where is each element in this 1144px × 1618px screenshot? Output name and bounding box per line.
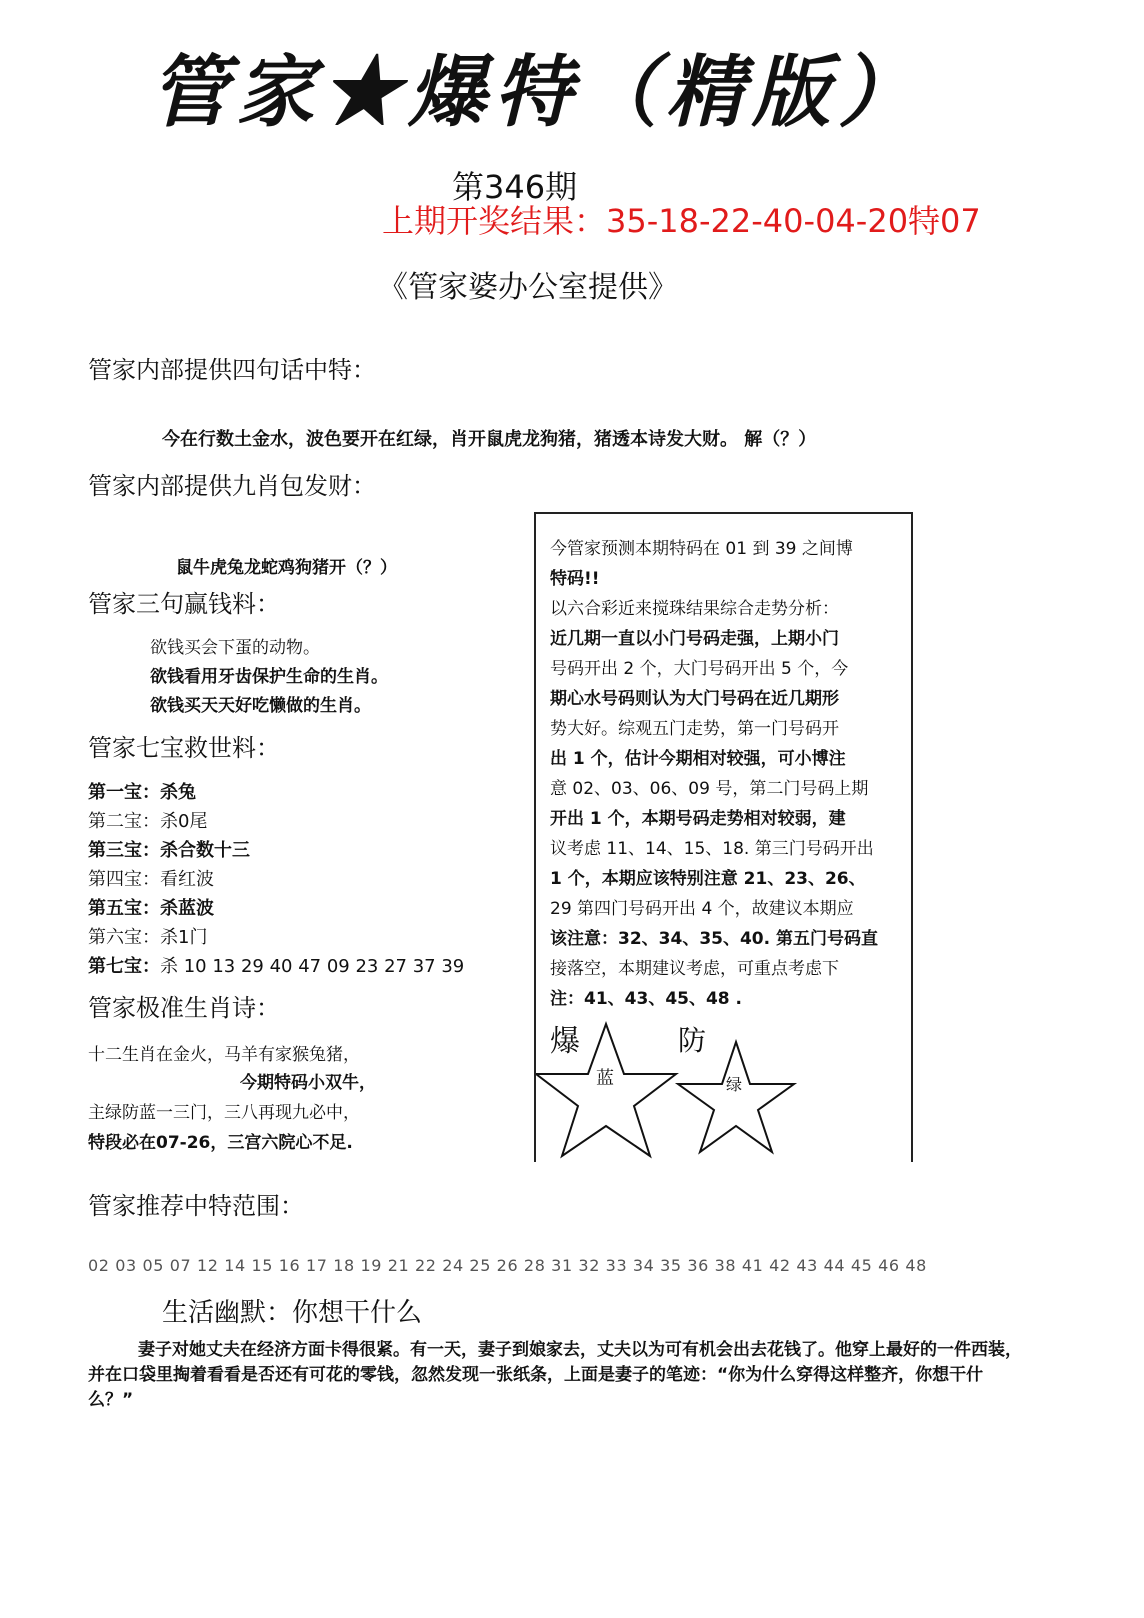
poem-line-4: 特段必在07-26，三宫六院心不足. <box>88 1133 353 1153</box>
star-1-top-label: 爆 <box>550 1024 580 1059</box>
analysis-box <box>534 512 913 1162</box>
four-lines-text: 今在行数土金水，波色要开在红绿，肖开鼠虎龙狗猪，猪透本诗发大财。 解（？） <box>162 429 817 450</box>
star-2-top-label: 防 <box>678 1024 707 1057</box>
analysis-line-16: 注：41、43、45、48 . <box>550 989 743 1009</box>
range-heading: 管家推荐中特范围： <box>88 1192 304 1220</box>
treasure-1: 第一宝：杀兔 <box>88 782 196 803</box>
provider-line: 《管家婆办公室提供》 <box>378 270 678 305</box>
seven-treasures-heading: 管家七宝救世料： <box>88 734 280 762</box>
humor-title: 生活幽默：你想干什么 <box>162 1298 423 1328</box>
treasure-7: 第七宝：杀 10 13 29 40 47 09 23 27 37 39 <box>88 956 465 977</box>
star-1-center-label: 蓝 <box>596 1068 614 1089</box>
four-lines-heading: 管家内部提供四句话中特： <box>88 356 376 384</box>
analysis-line-7: 势大好。综观五门走势，第一门号码开 <box>550 719 839 739</box>
poem-line-3: 主绿防蓝一三门，三八再现九必中， <box>88 1103 360 1123</box>
page-title: 管家★爆特（精版） <box>150 47 925 138</box>
poem-line-2: 今期特码小双牛， <box>240 1073 376 1093</box>
analysis-line-11: 议考虑 11、14、15、18. 第三门号码开出 <box>550 839 874 859</box>
stars-graphic <box>536 1012 911 1162</box>
analysis-line-10: 开出 1 个，本期号码走势相对较弱，建 <box>550 809 846 829</box>
treasure-4: 第四宝：看红波 <box>88 869 214 890</box>
analysis-line-14: 该注意：32、34、35、40. 第五门号码直 <box>550 929 879 949</box>
analysis-line-15: 接落空，本期建议考虑，可重点考虑下 <box>550 959 839 979</box>
treasure-6: 第六宝：杀1门 <box>88 927 208 948</box>
treasure-5: 第五宝：杀蓝波 <box>88 898 214 919</box>
three-lines-line-2: 欲钱看用牙齿保护生命的生肖。 <box>150 667 388 687</box>
three-lines-line-3: 欲钱买天天好吃懒做的生肖。 <box>150 696 371 716</box>
analysis-line-2: 特码!! <box>550 569 600 589</box>
treasure-3: 第三宝：杀合数十三 <box>88 840 250 861</box>
analysis-line-6: 期心水号码则认为大门号码在近几期形 <box>550 689 839 709</box>
nine-zodiac-heading: 管家内部提供九肖包发财： <box>88 472 376 500</box>
range-numbers: 02 03 05 07 12 14 15 16 17 18 19 21 22 24 25 26 28 31 32 33 34 35 36 38 41 42 43 44 45 46 48 <box>88 1256 927 1275</box>
treasure-2: 第二宝：杀0尾 <box>88 811 208 832</box>
three-lines-heading: 管家三句赢钱料： <box>88 590 280 618</box>
analysis-line-4: 近几期一直以小门号码走强，上期小门 <box>550 629 839 649</box>
star-2-center-label: 绿 <box>726 1075 743 1094</box>
analysis-line-12: 1 个，本期应该特别注意 21、23、26、 <box>550 869 866 889</box>
analysis-line-5: 号码开出 2 个，大门号码开出 5 个，今 <box>550 659 849 679</box>
poem-heading: 管家极准生肖诗： <box>88 994 280 1022</box>
poem-line-1: 十二生肖在金火，马羊有家猴兔猪， <box>88 1045 360 1065</box>
analysis-line-13: 29 第四门号码开出 4 个，故建议本期应 <box>550 899 854 919</box>
three-lines-line-1: 欲钱买会下蛋的动物。 <box>150 638 320 658</box>
issue-number: 第346期 <box>452 168 578 206</box>
humor-story: 妻子对她丈夫在经济方面卡得很紧。有一天，妻子到娘家去，丈夫以为可有机会出去花钱了。他穿上最好的一件西装，并在口袋里掏着看看是否还有可花的零钱，忽然发现一张纸条，上面是妻子的笔迹：“你为什么穿得这样整齐，你想干什么？” <box>88 1340 1022 1410</box>
analysis-line-1: 今管家预测本期特码在 01 到 39 之间博 <box>550 539 853 559</box>
last-result: 上期开奖结果：35-18-22-40-04-20特07 <box>382 202 981 240</box>
analysis-line-9: 意 02、03、06、09 号，第二门号码上期 <box>550 779 869 799</box>
analysis-line-8: 出 1 个，估计今期相对较强，可小博注 <box>550 749 846 769</box>
analysis-line-3: 以六合彩近来搅珠结果综合走势分析： <box>550 599 839 619</box>
nine-zodiac-text: 鼠牛虎兔龙蛇鸡狗猪开（？） <box>176 558 397 578</box>
